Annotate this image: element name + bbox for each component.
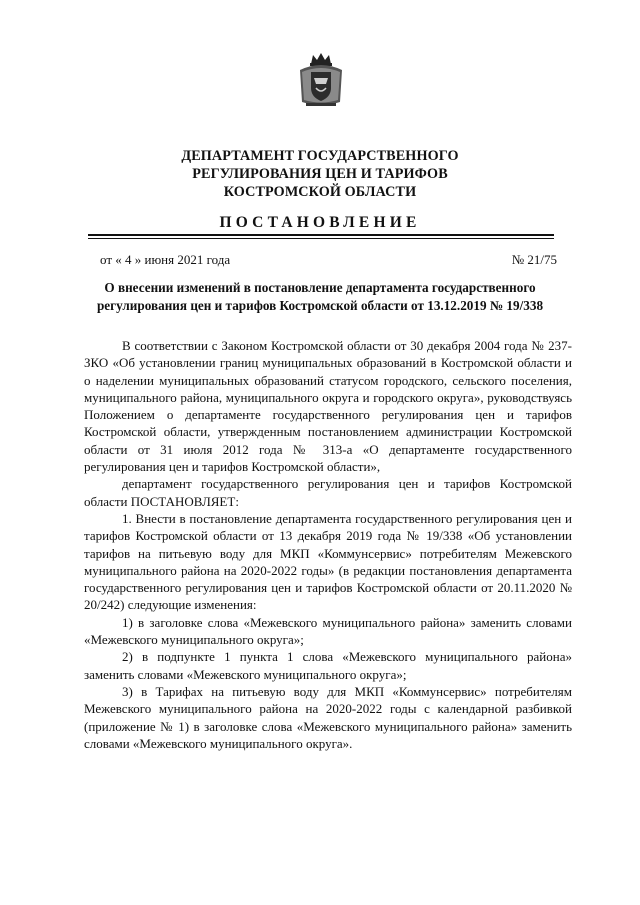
header-divider (88, 234, 554, 236)
department-title (0, 147, 640, 201)
header-divider-thin (88, 238, 554, 239)
resolution-paragraph: департамент государственного регулирования цен и тарифов Костромской области ПОСТАНОВЛЯЕТ: (84, 476, 572, 509)
preamble-paragraph: В соответствии с Законом Костромской области от 30 декабря 2004 года № 237-ЗКО «Об установлении границ муниципальных образований в Костромской области и о наделении муниципальных образований статусом городского, сельского поселения, муниципального района, муниципального округа и городского округа», руководствуясь Положением о департаменте государственного регулирования цен и тарифов Костромской области, утвержденным постановлением администрации Костромской области от 31 июля 2012 года № 313-а «О департаменте государственного регулирования цен и тарифов Костромской области», (84, 338, 572, 475)
department-title-line: РЕГУЛИРОВАНИЯ ЦЕН И ТАРИФОВ (192, 166, 448, 182)
item-1-paragraph: 1. Внести в постановление департамента государственного регулирования цен и тарифов Костромской области от 13 декабря 2019 года № 19/338 «Об установлении тарифов на питьевую воду для МКП «Коммунсервис» потребителям Межевского муниципального района на 2020-2022 годы» (в редакции постановления департамента государственного регулирования цен и тарифов Костромской области от 20.11.2020 № 20/242) следующие изменения: (84, 510, 572, 613)
document-subject (0, 279, 640, 315)
subitem-1-paragraph: 1) в заголовке слова «Межевского муниципального района» заменить словами «Межевского муниципального округа»; (84, 614, 572, 648)
document-body (84, 337, 572, 752)
document-type-heading: ПОСТАНОВЛЕНИЕ (219, 214, 421, 231)
subject-line: регулирования цен и тарифов Костромской области от 13.12.2019 № 19/338 (96, 298, 544, 313)
department-title-line: ДЕПАРТАМЕНТ ГОСУДАРСТВЕННОГО (181, 148, 459, 164)
subject-line: О внесении изменений в постановление департамента государственного (104, 280, 536, 295)
subitem-2-paragraph: 2) в подпункте 1 пункта 1 слова «Межевского муниципального района» заменить словами «Межевского муниципального округа»; (84, 649, 572, 682)
document-number: № 21/75 (511, 252, 557, 267)
department-title-line: КОСТРОМСКОЙ ОБЛАСТИ (223, 184, 417, 200)
coat-of-arms-icon (296, 50, 346, 110)
document-date: от « 4 » июня 2021 года (100, 252, 231, 267)
date-number-row (100, 251, 557, 269)
subitem-3-paragraph: 3) в Тарифах на питьевую воду для МКП «Коммунсервис» потребителям Межевского муниципального района на 2020-2022 годы с календарной разбивкой (приложение № 1) в заголовке слова «Межевского муниципального района» заменить словами «Межевского муниципального округа». (84, 683, 572, 751)
